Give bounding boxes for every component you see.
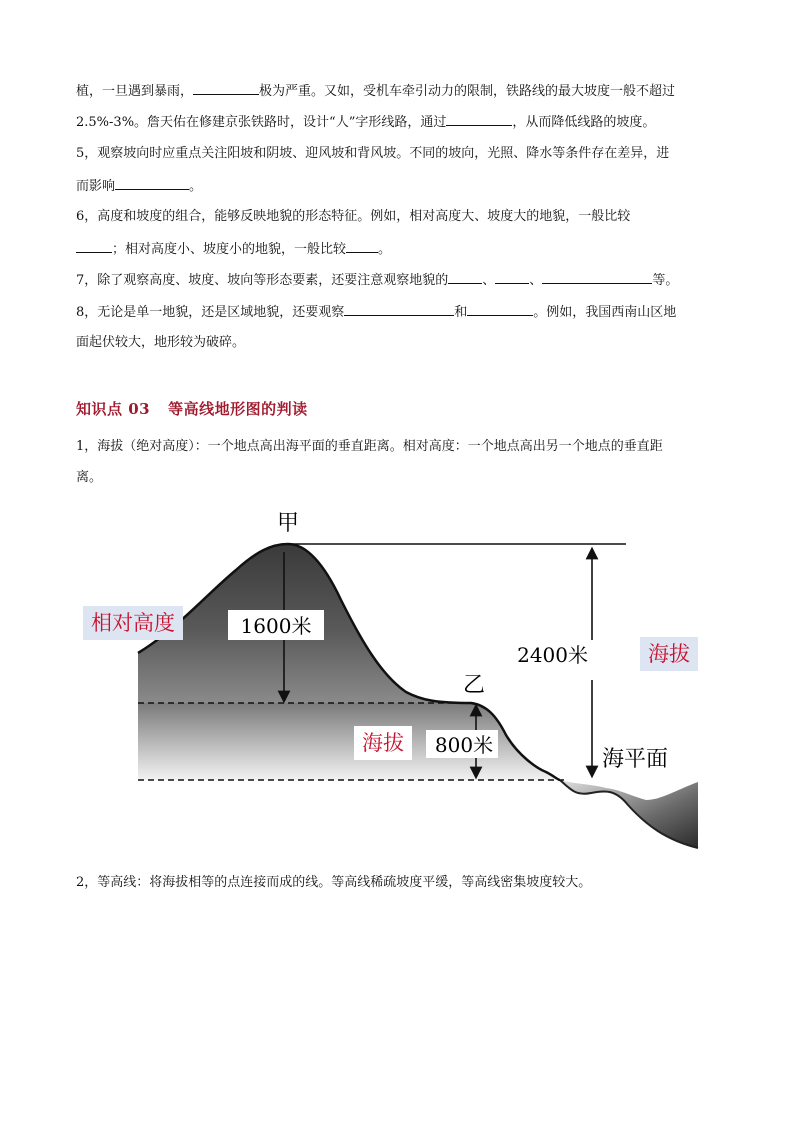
label-2400: 2400米 bbox=[517, 643, 588, 667]
altitude-diagram-svg bbox=[76, 500, 716, 860]
answer-blank[interactable] bbox=[344, 303, 454, 316]
paragraph-line-3: 5，观察坡向时应重点关注阳坡和阴坡、迎风坡和背风坡。不同的坡向，光照、降水等条件存在差异，进 bbox=[76, 146, 670, 161]
label-yi: 乙 bbox=[462, 673, 486, 698]
paragraph-line-8 bbox=[76, 303, 676, 322]
answer-blank[interactable] bbox=[542, 271, 652, 284]
text-segment: 、 bbox=[482, 273, 496, 288]
paragraph-line-9: 面起伏较大，地形较为破碎。 bbox=[76, 335, 246, 350]
text-segment: 极为严重。又如，受机车牵引动力的限制，铁路线的最大坡度一般不超过 bbox=[259, 84, 676, 99]
answer-blank[interactable] bbox=[446, 113, 512, 126]
paragraph-line-7 bbox=[76, 271, 678, 290]
section-number: 知识点 03 bbox=[76, 400, 151, 418]
answer-blank[interactable] bbox=[467, 303, 533, 316]
text-segment: 8，无论是单一地貌，还是区域地貌，还要观察 bbox=[76, 305, 345, 320]
paragraph-line-5: 6，高度和坡度的组合，能够反映地貌的形态特征。例如，相对高度大、坡度大的地貌，一般比较 bbox=[76, 209, 631, 224]
altitude-diagram bbox=[76, 500, 716, 860]
tag-altitude-right: 海拔 bbox=[640, 637, 698, 671]
tag-relative-height: 相对高度 bbox=[83, 606, 183, 640]
label-800: 800米 bbox=[434, 733, 494, 757]
paragraph-line-4 bbox=[76, 177, 202, 196]
sea-floor bbox=[560, 780, 698, 848]
answer-blank[interactable] bbox=[115, 177, 189, 190]
answer-blank[interactable] bbox=[448, 271, 482, 284]
text-segment: ，从而降低线路的坡度。 bbox=[512, 115, 656, 130]
point1-line-1: 1，海拔（绝对高度）：一个地点高出海平面的垂直距离。相对高度：一个地点高出另一个地点的垂直距 bbox=[76, 439, 663, 454]
paragraph-line-2 bbox=[76, 113, 655, 132]
label-jia: 甲 bbox=[276, 511, 300, 536]
answer-blank[interactable] bbox=[346, 240, 378, 253]
paragraph-line-6 bbox=[76, 240, 391, 259]
section-heading bbox=[76, 398, 308, 419]
text-segment: 植，一旦遇到暴雨， bbox=[76, 84, 194, 99]
point1-line-2: 离。 bbox=[76, 470, 103, 485]
point2-line-1: 2，等高线：将海拔相等的点连接而成的线。等高线稀疏坡度平缓，等高线密集坡度较大。 bbox=[76, 875, 592, 890]
section-title: 等高线地形图的判读 bbox=[168, 400, 308, 418]
label-1600: 1600米 bbox=[240, 614, 312, 638]
text-segment: 和 bbox=[454, 305, 468, 320]
paragraph-line-1 bbox=[76, 82, 675, 101]
text-segment: 等。 bbox=[652, 273, 679, 288]
text-segment: 而影响 bbox=[76, 179, 116, 194]
text-segment: ；相对高度小、坡度小的地貌，一般比较 bbox=[112, 242, 347, 257]
tag-altitude-mid: 海拔 bbox=[354, 726, 412, 760]
text-segment: 。 bbox=[378, 242, 392, 257]
answer-blank[interactable] bbox=[193, 82, 259, 95]
text-segment: 、 bbox=[529, 273, 543, 288]
text-segment: 7，除了观察高度、坡度、坡向等形态要素，还要注意观察地貌的 bbox=[76, 273, 449, 288]
answer-blank[interactable] bbox=[495, 271, 529, 284]
text-segment: 。 bbox=[189, 179, 203, 194]
answer-blank[interactable] bbox=[76, 240, 112, 253]
label-sea-level: 海平面 bbox=[602, 747, 669, 772]
text-segment: 2.5%-3%。詹天佑在修建京张铁路时，设计“人”字形线路，通过 bbox=[76, 115, 447, 130]
text-segment: 。例如，我国西南山区地 bbox=[533, 305, 677, 320]
